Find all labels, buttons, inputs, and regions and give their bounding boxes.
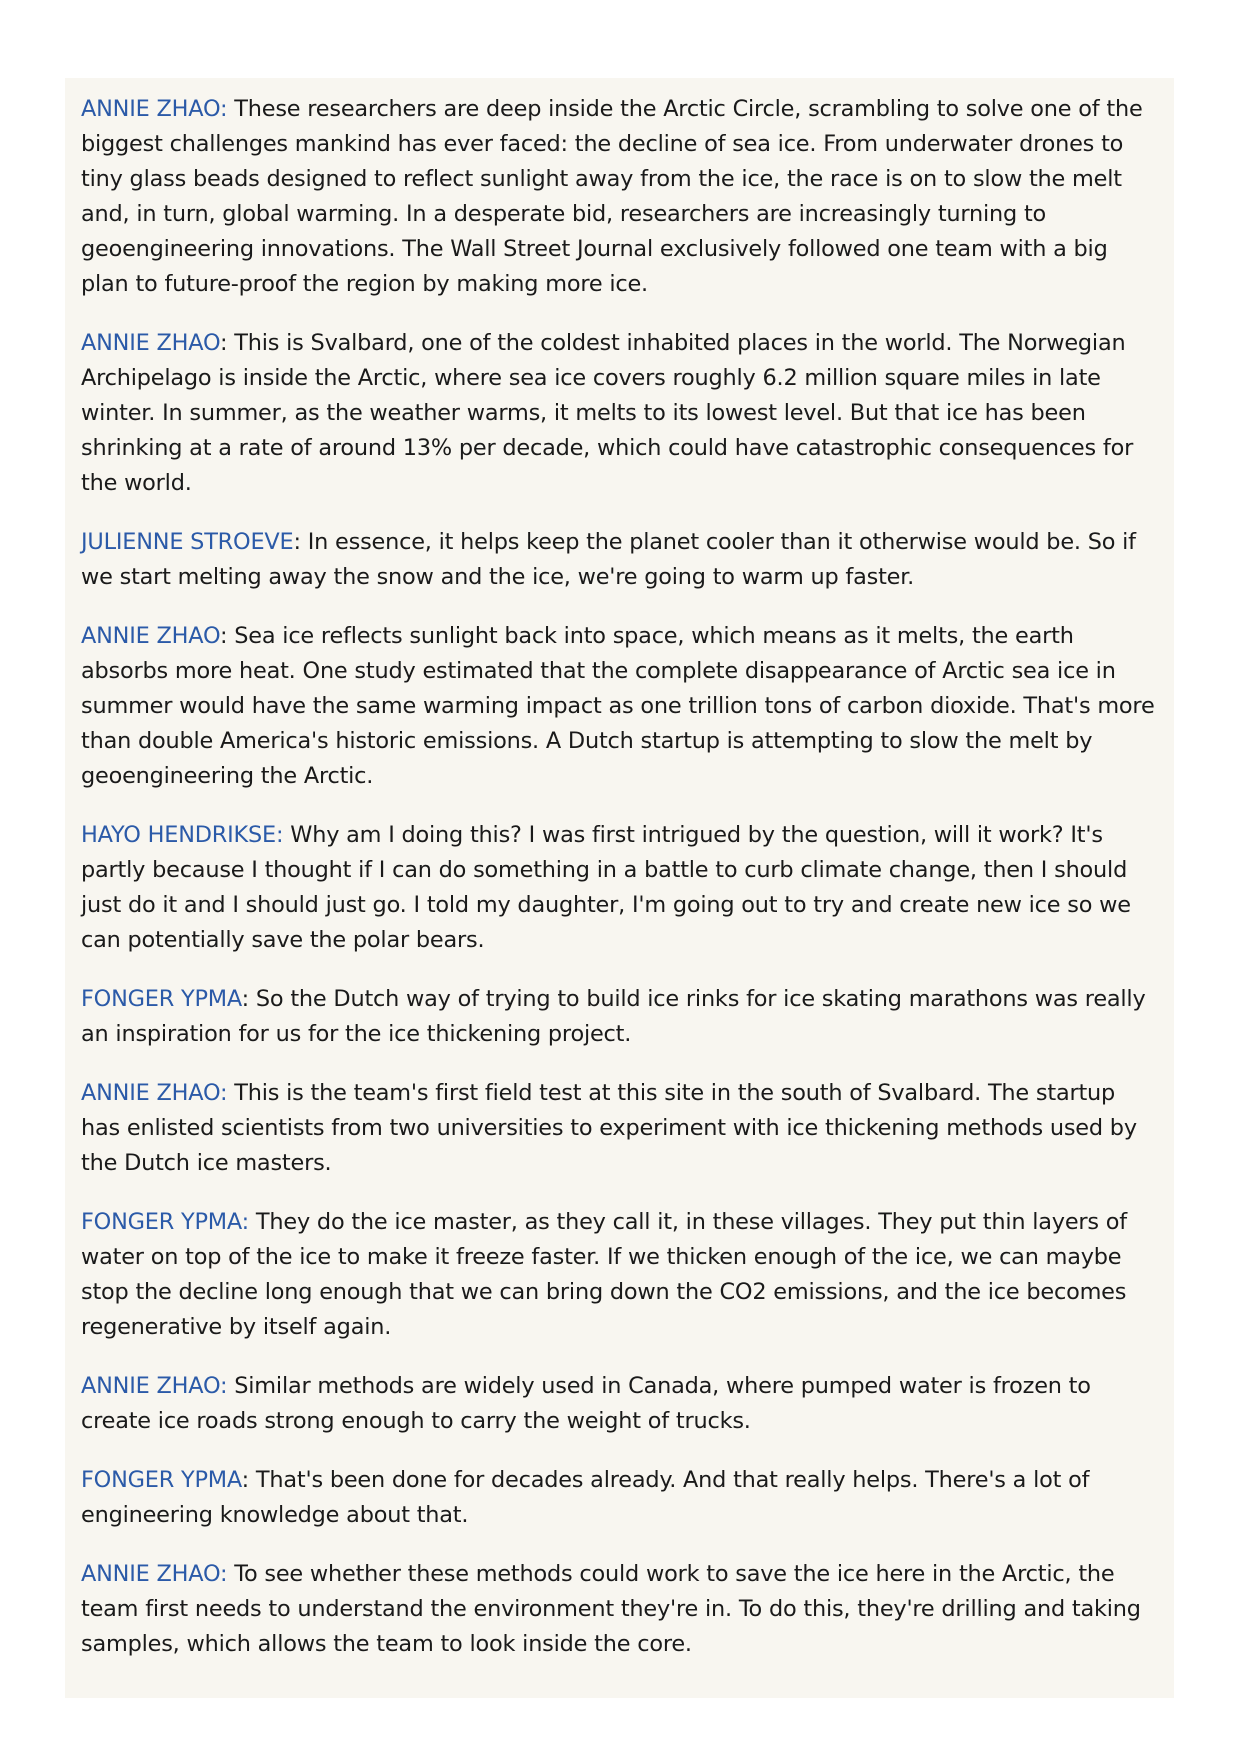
transcript-paragraph [81, 92, 1158, 302]
transcript-paragraph [81, 525, 1158, 595]
paragraph-text: : So the Dutch way of trying to build ice rinks for ice skating marathons was really an inspiration for us for the ice thickening project. [81, 986, 1146, 1047]
speaker-name: ANNIE ZHAO: [81, 1373, 228, 1399]
speaker-name: ANNIE ZHAO [81, 623, 221, 649]
transcript-panel [65, 78, 1174, 1698]
speaker-name: FONGER YPMA: [81, 1209, 249, 1235]
paragraph-text: Why am I doing this? I was first intrigued by the question, will it work? It's partly because I thought if I can do something in a battle to curb climate change, then I should just do it and I should just go. I told my daughter, I'm going out to try and create new ice so we can potentially save the polar bears. [81, 822, 1131, 953]
speaker-name: HAYO HENDRIKSE: [81, 822, 284, 848]
transcript-paragraph [81, 1557, 1158, 1662]
paragraph-text: : In essence, it helps keep the planet cooler than it otherwise would be. So if we start melting away the snow and the ice, we're going to warm up faster. [81, 529, 1136, 590]
paragraph-text: They do the ice master, as they call it, in these villages. They put thin layers of water on top of the ice to make it freeze faster. If we thicken enough of the ice, we can maybe stop the decline long enough that we can bring down the CO2 emissions, and the ice becomes regenerative by itself again. [81, 1209, 1127, 1340]
transcript-paragraph [81, 1076, 1158, 1181]
paragraph-text: To see whether these methods could work to save the ice here in the Arctic, the team first needs to understand the environment they're in. To do this, they're drilling and taking samples, which allows the team to look inside the core. [81, 1561, 1141, 1657]
paragraph-text: This is the team's first field test at this site in the south of Svalbard. The startup has enlisted scientists from two universities to experiment with ice thickening methods used by the Dutch ice masters. [81, 1080, 1137, 1176]
speaker-name: ANNIE ZHAO [81, 330, 221, 356]
speaker-name: JULIENNE STROEVE [81, 529, 294, 555]
speaker-name: ANNIE ZHAO: [81, 1561, 228, 1587]
transcript-paragraph [81, 1369, 1158, 1439]
transcript-paragraph [81, 619, 1158, 794]
transcript-paragraph [81, 818, 1158, 958]
paragraph-text: Similar methods are widely used in Canada, where pumped water is frozen to create ice roads strong enough to carry the weight of trucks. [81, 1373, 1091, 1434]
transcript-paragraph [81, 982, 1158, 1052]
paragraph-text: : This is Svalbard, one of the coldest inhabited places in the world. The Norwegian Archipelago is inside the Arctic, where sea ice covers roughly 6.2 million square miles in late winter. In summer, as the weather warms, it melts to its lowest level. But that ice has been shrinking at a rate of around 13% per decade, which could have catastrophic consequences for the world. [81, 330, 1134, 496]
transcript-paragraph [81, 1205, 1158, 1345]
speaker-name: FONGER YPMA [81, 1467, 242, 1493]
paragraph-text: These researchers are deep inside the Arctic Circle, scrambling to solve one of the biggest challenges mankind has ever faced: the decline of sea ice. From underwater drones to tiny glass beads designed to reflect sunlight away from the ice, the race is on to slow the melt and, in turn, global warming. In a desperate bid, researchers are increasingly turning to geoengineering innovations. The Wall Street Journal exclusively followed one team with a big plan to future-proof the region by making more ice. [81, 96, 1143, 297]
paragraph-text: : That's been done for decades already. And that really helps. There's a lot of engineering knowledge about that. [81, 1467, 1090, 1528]
speaker-name: ANNIE ZHAO: [81, 1080, 228, 1106]
transcript-paragraph [81, 1463, 1158, 1533]
paragraph-text: : Sea ice reflects sunlight back into space, which means as it melts, the earth absorbs more heat. One study estimated that the complete disappearance of Arctic sea ice in summer would have the same warming impact as one trillion tons of carbon dioxide. That's more than double America's historic emissions. A Dutch startup is attempting to slow the melt by geoengineering the Arctic. [81, 623, 1155, 789]
speaker-name: FONGER YPMA [81, 986, 242, 1012]
speaker-name: ANNIE ZHAO: [81, 96, 228, 122]
transcript-paragraph [81, 326, 1158, 501]
